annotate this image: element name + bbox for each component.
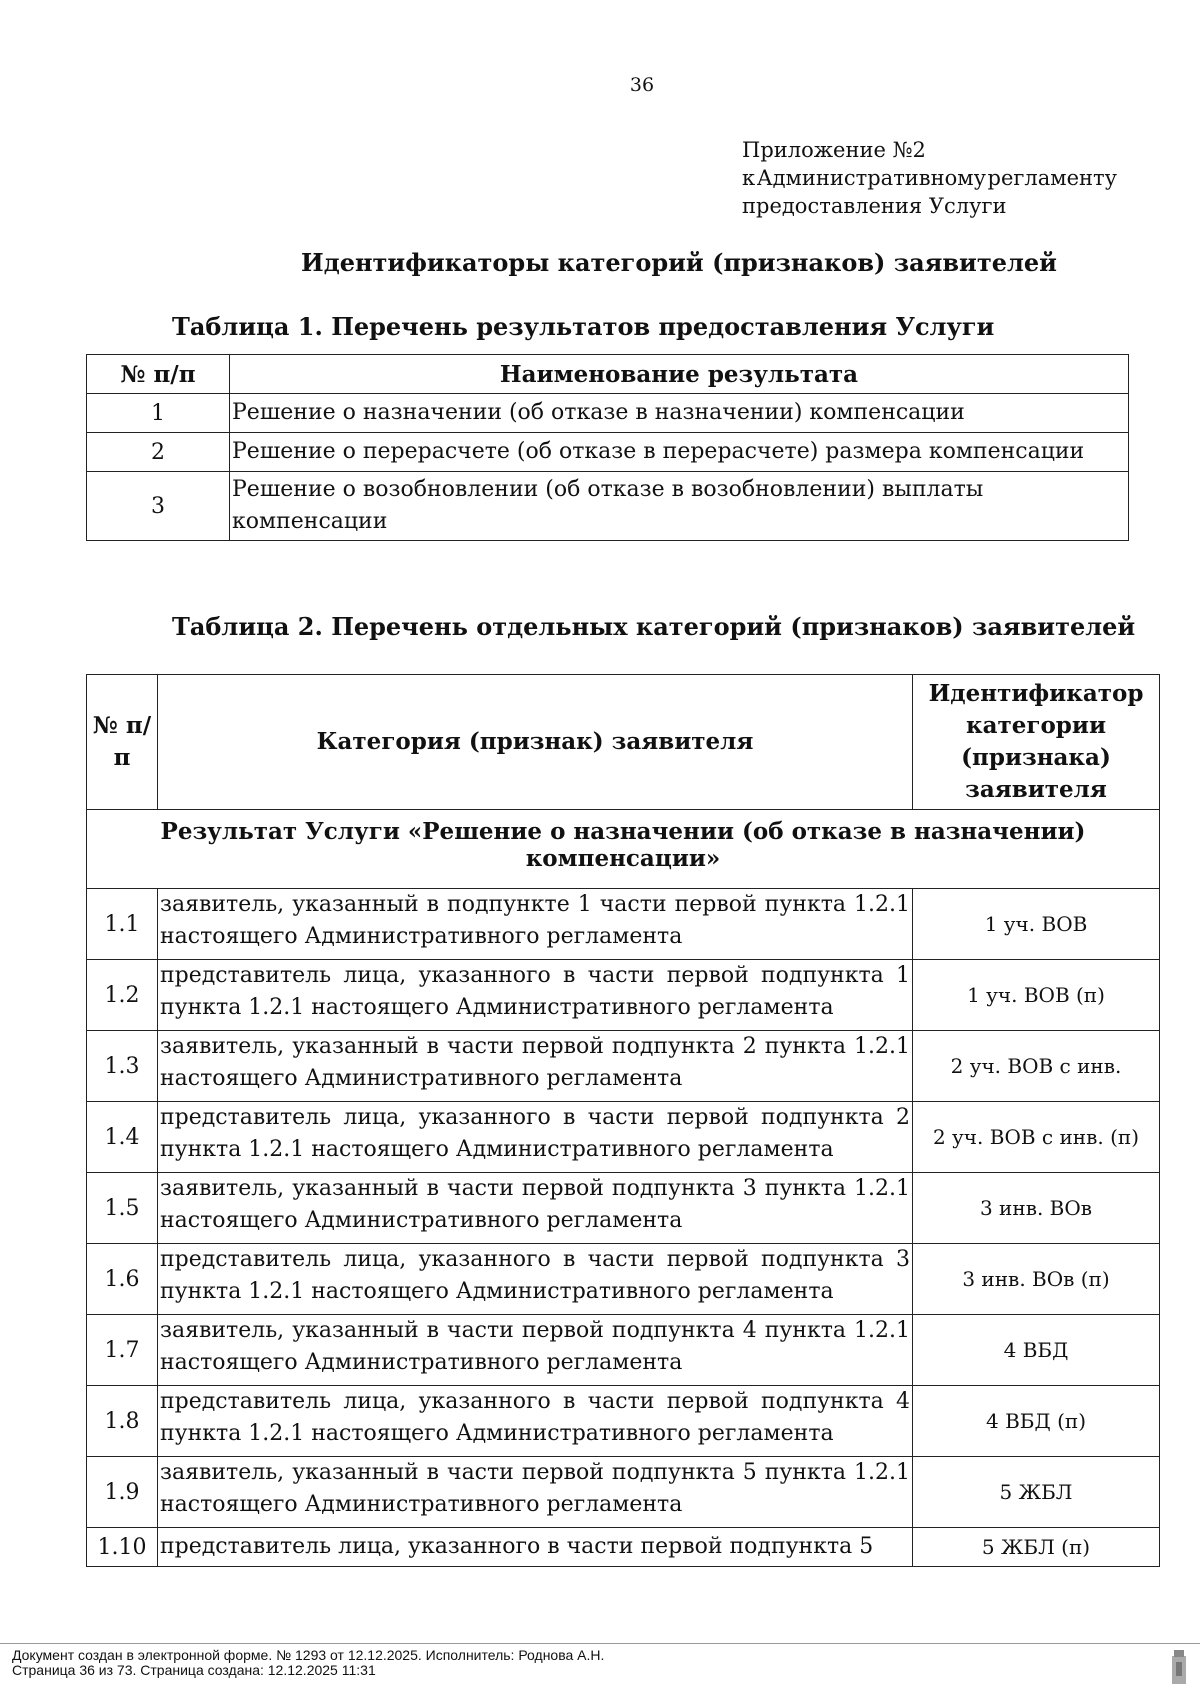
document-footer	[12, 1648, 604, 1678]
row-identifier: 1 уч. ВОВ (п)	[913, 960, 1160, 1031]
row-number: 1.6	[87, 1244, 158, 1315]
footer-divider	[0, 1643, 1200, 1644]
row-number: 1.9	[87, 1457, 158, 1528]
table-row	[87, 472, 1129, 541]
appendix-word: регламенту	[987, 166, 1117, 190]
document-title: Идентификаторы категорий (признаков) заявителей	[301, 248, 1057, 277]
table-row	[87, 1173, 1160, 1244]
row-category: заявитель, указанный в части первой подпункта 5 пункта 1.2.1 настоящего Административного регламента	[158, 1457, 913, 1528]
table-row	[87, 394, 1129, 433]
footer-line-2: Страница 36 из 73. Страница создана: 12.12.2025 11:31	[12, 1662, 376, 1678]
coat-of-arms-icon	[1170, 1648, 1188, 1686]
column-header-result-name: Наименование результата	[230, 355, 1129, 394]
row-identifier: 3 инв. ВОв	[913, 1173, 1160, 1244]
result-group-label: Результат Услуги «Решение о назначении (об отказе в назначении) компенсации»	[87, 810, 1160, 889]
row-category: представитель лица, указанного в части первой подпункта 3 пункта 1.2.1 настоящего Административного регламента	[158, 1244, 913, 1315]
table-row	[87, 960, 1160, 1031]
table-row	[87, 1102, 1160, 1173]
row-number: 1.3	[87, 1031, 158, 1102]
table-row	[87, 1528, 1160, 1567]
appendix-line-3: предоставления Услуги	[742, 194, 1007, 218]
table-row	[87, 1244, 1160, 1315]
appendix-word: Административному	[756, 166, 986, 190]
row-number: 1.7	[87, 1315, 158, 1386]
row-identifier: 4 ВБД (п)	[913, 1386, 1160, 1457]
results-table	[86, 354, 1129, 541]
row-number: 1.4	[87, 1102, 158, 1173]
row-identifier: 5 ЖБЛ	[913, 1457, 1160, 1528]
row-text: Решение о возобновлении (об отказе в возобновлении) выплаты компенсации	[230, 472, 1129, 541]
appendix-line-2	[742, 164, 1117, 192]
row-number: 1.10	[87, 1528, 158, 1567]
table-row	[87, 1386, 1160, 1457]
table-row	[87, 889, 1160, 960]
table2-caption: Таблица 2. Перечень отдельных категорий (признаков) заявителей	[172, 612, 1136, 641]
appendix-word: к	[742, 166, 756, 190]
column-header-number: № п/п	[87, 675, 158, 810]
result-group-row	[87, 810, 1160, 889]
row-category: заявитель, указанный в части первой подпункта 4 пункта 1.2.1 настоящего Административного регламента	[158, 1315, 913, 1386]
table-header-row	[87, 355, 1129, 394]
table-header-row	[87, 675, 1160, 810]
table-row	[87, 1457, 1160, 1528]
footer-line-1: Документ создан в электронной форме. № 1293 от 12.12.2025. Исполнитель: Роднова А.Н.	[12, 1647, 605, 1663]
row-identifier: 2 уч. ВОВ с инв.	[913, 1031, 1160, 1102]
row-category: заявитель, указанный в подпункте 1 части первой пункта 1.2.1 настоящего Административного регламента	[158, 889, 913, 960]
table-row	[87, 1315, 1160, 1386]
table-row	[87, 433, 1129, 472]
column-header-number: № п/п	[87, 355, 230, 394]
column-header-category: Категория (признак) заявителя	[158, 675, 913, 810]
row-category: представитель лица, указанного в части первой подпункта 2 пункта 1.2.1 настоящего Административного регламента	[158, 1102, 913, 1173]
row-text: Решение о перерасчете (об отказе в перерасчете) размера компенсации	[230, 433, 1129, 472]
column-header-identifier: Идентификатор категории (признака) заявителя	[913, 675, 1160, 810]
row-number: 2	[87, 433, 230, 472]
appendix-line-1: Приложение №2	[742, 138, 926, 162]
table1-caption: Таблица 1. Перечень результатов предоставления Услуги	[172, 312, 995, 341]
row-number: 1.1	[87, 889, 158, 960]
page-number: 36	[629, 74, 655, 96]
table-row	[87, 1031, 1160, 1102]
row-identifier: 2 уч. ВОВ с инв. (п)	[913, 1102, 1160, 1173]
row-identifier: 1 уч. ВОВ	[913, 889, 1160, 960]
appendix-note	[742, 136, 1117, 220]
row-number: 3	[87, 472, 230, 541]
row-category: заявитель, указанный в части первой подпункта 2 пункта 1.2.1 настоящего Административного регламента	[158, 1031, 913, 1102]
row-identifier: 4 ВБД	[913, 1315, 1160, 1386]
categories-table	[86, 674, 1160, 1567]
row-number: 1.5	[87, 1173, 158, 1244]
row-number: 1.2	[87, 960, 158, 1031]
row-category: представитель лица, указанного в части первой подпункта 4 пункта 1.2.1 настоящего Административного регламента	[158, 1386, 913, 1457]
row-text: Решение о назначении (об отказе в назначении) компенсации	[230, 394, 1129, 433]
row-identifier: 3 инв. ВОв (п)	[913, 1244, 1160, 1315]
row-identifier: 5 ЖБЛ (п)	[913, 1528, 1160, 1567]
row-category: представитель лица, указанного в части первой подпункта 5	[158, 1528, 913, 1567]
row-category: заявитель, указанный в части первой подпункта 3 пункта 1.2.1 настоящего Административного регламента	[158, 1173, 913, 1244]
row-category: представитель лица, указанного в части первой подпункта 1 пункта 1.2.1 настоящего Административного регламента	[158, 960, 913, 1031]
row-number: 1	[87, 394, 230, 433]
row-number: 1.8	[87, 1386, 158, 1457]
